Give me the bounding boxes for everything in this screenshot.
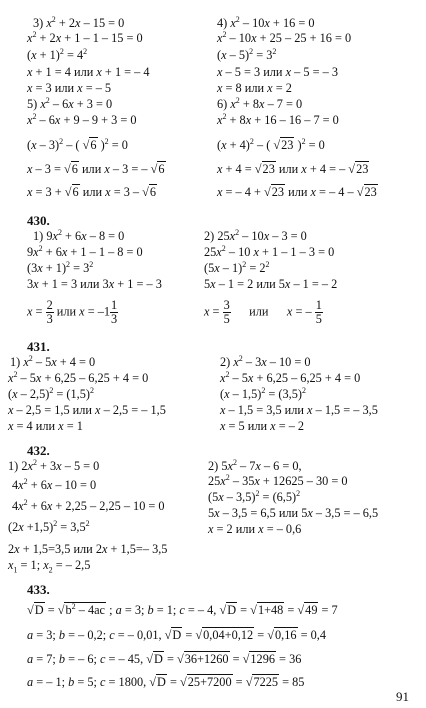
equation-line: a = 3; b = – 0,2; c = – 0,01, √D = √0,04+0,12 = √0,16 = 0,4 bbox=[27, 628, 326, 642]
equation-line: x + 4 = √23 или x + 4 = – √23 bbox=[217, 162, 369, 176]
equation-line: x – 5 = 3 или x – 5 = – 3 bbox=[217, 65, 338, 79]
equation-line: $x^2 - 10x + 25 - 25 + 16 = 0$ bbox=[217, 29, 352, 45]
equation-line: x = 3 или x = – 5 bbox=[27, 81, 112, 95]
equation-line: 1) $x^2 - 5x + 4 = 0$ bbox=[10, 353, 96, 369]
equation-line: 2) $25x^2 - 10x - 3 = 0$ bbox=[204, 227, 307, 243]
equation-line: $(x - 2,5)^2 = (1,5)^2$ bbox=[8, 385, 94, 401]
equation-line: $x^2 - 6x + 9 - 9 + 3 = 0$ bbox=[27, 111, 137, 127]
problem-number: 432. bbox=[27, 443, 50, 458]
equation-line: 2) $5x^2 - 7x - 6 = 0$, bbox=[208, 457, 302, 473]
equation-line: 2x + 1,5=3,5 или 2x + 1,5=– 3,5 bbox=[8, 542, 168, 556]
equation-line: $(3x + 1)^2 = 3^2$ bbox=[27, 259, 94, 275]
page-number: 91 bbox=[396, 689, 409, 704]
equation-line: 3x + 1 = 3 или 3x + 1 = – 3 bbox=[27, 277, 162, 291]
equation-line: x = 3 + √6 или x = 3 – √6 bbox=[27, 185, 157, 199]
equation-line: $(x - 5)^2 = 3^2$ bbox=[217, 46, 277, 62]
equation-line: x = 8 или x = 2 bbox=[217, 81, 292, 95]
equation-line: a = 7; b = – 6; c = – 45, √D = √36+1260 = √1296 = 36 bbox=[27, 652, 302, 666]
equation-line: x + 1 = 4 или x + 1 = – 4 bbox=[27, 65, 150, 79]
equation-line: 6) $x^2 + 8x - 7 = 0$ bbox=[217, 95, 303, 111]
equation-line: $(x + 4)^2$ – ( √23 )$^2$ = 0 bbox=[217, 136, 325, 152]
equation-line: 5) $x^2 - 6x + 3 = 0$ bbox=[27, 95, 113, 111]
equation-line: $x^2 - 5x + 6,25 - 6,25 + 4 = 0$ bbox=[220, 369, 361, 385]
equation-line: $4x^2 + 6x + 2,25 - 2,25 - 10 = 0$ bbox=[12, 497, 165, 513]
equation-line: $x^2 + 8x + 16 - 16 - 7 = 0$ bbox=[217, 111, 339, 127]
equation-line: x = 2 или x = – 0,6 bbox=[208, 522, 302, 536]
equation-line: $25x^2 - 35x + 12625 - 30 = 0$ bbox=[208, 472, 348, 488]
equation-line: $4x^2 + 6x - 10 = 0$ bbox=[12, 476, 97, 492]
equation-line: 5x – 3,5 = 6,5 или 5x – 3,5 = – 6,5 bbox=[208, 506, 379, 520]
equation-line: $x_1 = 1$; $x_2$ = – 2,5 bbox=[8, 558, 91, 575]
equation-line: 1) $2x^2 + 3x - 5 = 0$ bbox=[8, 457, 100, 473]
equation-line: $(5x - 1)^2 = 2^2$ bbox=[204, 259, 270, 275]
equation-line: $x^2 - 5x + 6,25 - 6,25 + 4 = 0$ bbox=[8, 369, 149, 385]
equation-line: x = – 4 + √23 или x = – 4 – √23 bbox=[217, 185, 377, 199]
equation-line: x = $\frac{3}{5}$ или x = – $\frac{1}{5}$ bbox=[204, 298, 322, 326]
problem-number: 431. bbox=[27, 339, 50, 354]
problem-number: 430. bbox=[27, 213, 50, 228]
equation-line: x = 5 или x = – 2 bbox=[220, 419, 305, 433]
equation-line: 1) $9x^2 + 6x - 8 = 0$ bbox=[33, 227, 125, 243]
equation-line: x – 2,5 = 1,5 или x – 2,5 = – 1,5 bbox=[8, 403, 166, 417]
equation-line: (x – 3)$^2$ – ( √6 )$^2$ = 0 bbox=[27, 136, 128, 152]
equation-line: x – 3 = √6 или x – 3 = – √6 bbox=[27, 162, 165, 176]
equation-line: $(2x +1,5)^2 = 3,5^2$ bbox=[8, 518, 90, 534]
equation-line: 4) $x^2 - 10x + 16 = 0$ bbox=[217, 14, 315, 30]
equation-line: 5x – 1 = 2 или 5x – 1 = – 2 bbox=[204, 277, 338, 291]
equation-line: $(5x - 3,5)^2 = (6,5)^2$ bbox=[208, 488, 301, 504]
equation-line: x – 1,5 = 3,5 или x – 1,5 = – 3,5 bbox=[220, 403, 378, 417]
equation-line: x = $\frac{2}{3}$ или x = –1 $\frac{1}{3}$ bbox=[27, 298, 118, 326]
equation-line: $x^2 + 2x + 1 - 1 - 15 = 0$ bbox=[27, 29, 143, 45]
equation-line: 2) $x^2 - 3x - 10 = 0$ bbox=[220, 353, 311, 369]
equation-line: $(x - 1,5)^2 = (3,5)^2$ bbox=[220, 385, 306, 401]
problem-number: 433. bbox=[27, 582, 50, 597]
equation-line: a = – 1; b = 5; c = 1800, √D = √25+7200 = √7225 = 85 bbox=[27, 675, 305, 689]
equation-line: 3) $x^2 + 2x - 15 = 0$ bbox=[33, 14, 125, 30]
equation-line: $√D = √b^2 - 4ac$ ; a = 3; b = 1; c = – 4, √D = √1+48 = √49 = 7 bbox=[27, 601, 338, 617]
equation-line: $(x + 1)^2 = 4^2$ bbox=[27, 46, 88, 62]
equation-line: $9x^2 + 6x + 1 - 1 - 8 = 0$ bbox=[27, 243, 143, 259]
equation-line: $25x^2 - 10$ x + 1 – 1 – 3 = 0 bbox=[204, 243, 335, 259]
equation-line: x = 4 или x = 1 bbox=[8, 419, 83, 433]
